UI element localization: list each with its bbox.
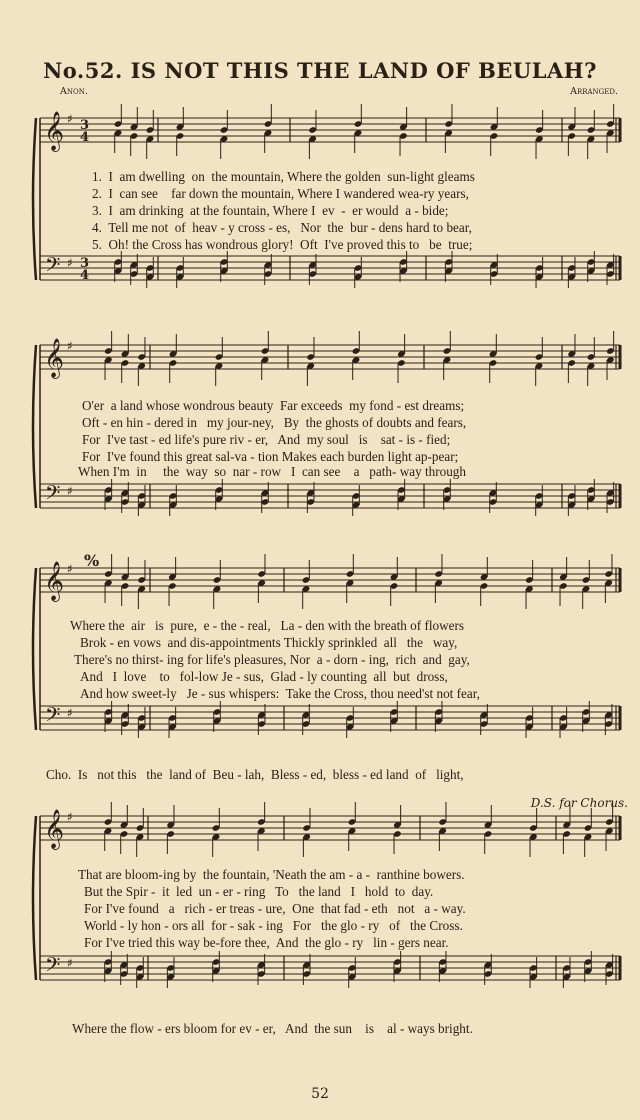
lyric-line: When I'm in the way so nar - row I can see a path- way through [78,464,466,479]
ds-for-chorus-note: D.S. for Chorus. [530,796,628,810]
segno-icon: % [84,551,100,570]
treble-clef-icon: 𝄞 [44,561,65,601]
lyric-line: 2. I can see far down the mountain, Where I wandered wea-ry years, [92,186,469,201]
treble-clef-icon: 𝄞 [44,338,65,378]
bass-clef-icon: 𝄢 [45,703,61,731]
sharp-icon: ♯ [67,706,73,720]
lyric-line: That are bloom-ing by the fountain, 'Neath the am - a - ranthine bowers. [78,867,465,882]
treble-clef-icon: 𝄞 [44,809,65,849]
system-bracket [33,118,36,280]
arranger-credit: Arranged. [570,86,618,97]
lyric-line: And I love to fol-low Je - sus, Glad - ly counting all but dross, [80,669,448,684]
sharp-icon: ♯ [67,256,73,270]
time-signature-bottom: 4 [80,130,90,145]
lyric-line: O'er a land whose wondrous beauty Far exceeds my fond - est dreams; [82,398,465,413]
sharp-icon: ♯ [67,562,73,576]
sharp-icon: ♯ [67,112,73,126]
sharp-icon: ♯ [67,339,73,353]
lyric-line: 4. Tell me not of heav - y cross - es, Nor the bur - dens hard to bear, [92,220,472,235]
lyric-line: And how sweet-ly Je - sus whispers: Take the Cross, thou need'st not fear, [80,686,480,701]
chorus-lyric-line: Where the flow - ers bloom for ev - er, And the sun is al - ways bright. [72,1021,473,1036]
bass-clef-icon: 𝄢 [45,253,61,281]
lyric-line: Where the air is pure, e - the - real, La - den with the breath of flowers [70,618,464,633]
hymn-title: No.52. IS NOT THIS THE LAND OF BEULAH? [43,58,597,83]
page-number: 52 [311,1086,329,1102]
lyric-line: There's no thirst- ing for life's pleasures, Nor a - dorn - ing, rich and gay, [74,652,470,667]
sharp-icon: ♯ [67,810,73,824]
time-signature-bottom: 4 [80,268,90,283]
system-bracket [33,345,36,508]
lyric-line: For I've found a rich - er treas - ure, One that fad - eth not a - way. [84,901,466,916]
lyric-line: 1. I am dwelling on the mountain, Where the golden sun-light gleams [92,169,475,184]
bass-clef-icon: 𝄢 [45,953,61,981]
treble-clef-icon: 𝄞 [44,111,65,151]
lyric-line: 3. I am drinking at the fountain, Where I ev - er would a - bide; [92,203,449,218]
lyric-line: Oft - en hin - dered in my jour-ney, By the ghosts of doubts and fears, [82,415,467,430]
author-credit: Anon. [60,86,88,97]
chorus-lyric-line: Cho. Is not this the land of Beu - lah, Bless - ed, bless - ed land of light, [46,767,464,782]
system-bracket [33,568,36,730]
lyric-line: For I've tast - ed life's pure riv - er, And my soul is sat - is - fied; [82,432,451,447]
sharp-icon: ♯ [67,956,73,970]
lyric-line: Brok - en vows and dis-appointments Thickly sprinkled all the way, [80,635,458,650]
system-bracket [33,816,36,980]
lyric-line: 5. Oh! the Cross has wondrous glory! Oft I've proved this to be true; [92,237,473,252]
bass-clef-icon: 𝄢 [45,481,61,509]
lyric-line: For I've found this great sal-va - tion Makes each burden light ap-pear; [82,449,459,464]
time-signature-top: 3 [80,118,90,133]
lyric-line: World - ly hon - ors all for - sak - ing For the glo - ry of the Cross. [84,918,463,933]
lyric-line: For I've tried this way be-fore thee, And the glo - ry lin - gers near. [84,935,449,950]
lyric-line: But the Spir - it led un - er - ring To the land I hold to day. [84,884,434,899]
time-signature-top: 3 [80,256,90,271]
sharp-icon: ♯ [67,484,73,498]
